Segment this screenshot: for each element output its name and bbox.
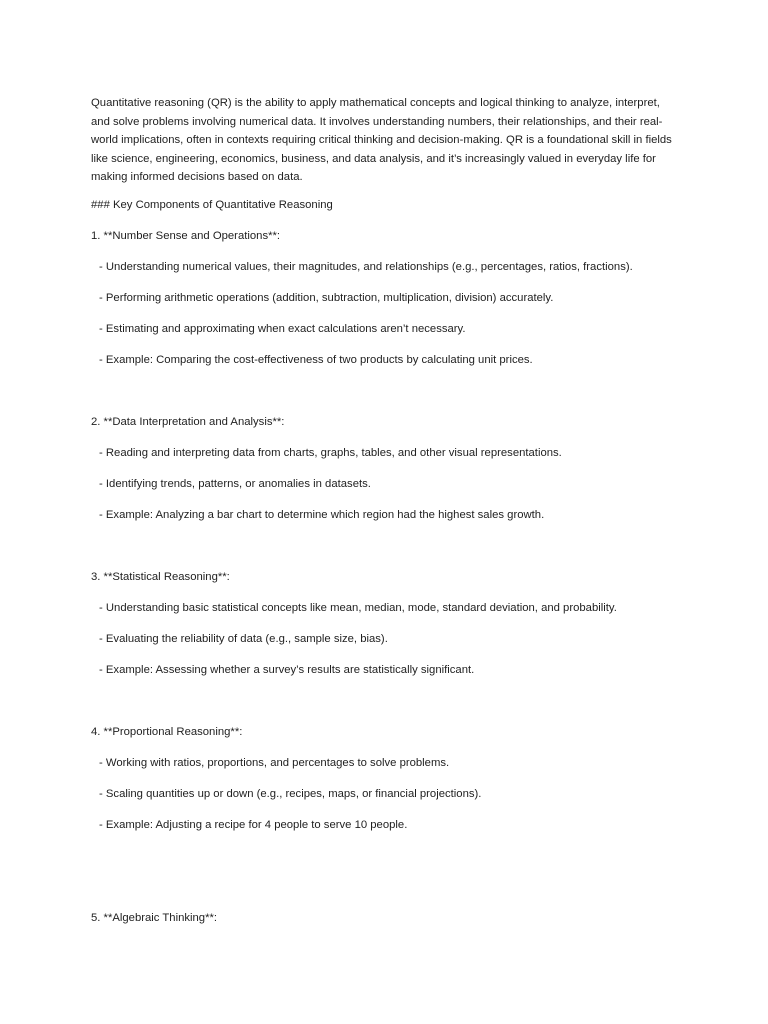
list-item: - Scaling quantities up or down (e.g., recipes, maps, or financial projections). (99, 788, 482, 800)
list-item: - Reading and interpreting data from charts, graphs, tables, and other visual representations. (99, 447, 562, 459)
list-item: - Example: Adjusting a recipe for 4 people to serve 10 people. (99, 819, 408, 831)
list-item: - Example: Assessing whether a survey’s results are statistically significant. (99, 664, 475, 676)
list-item: - Understanding basic statistical concepts like mean, median, mode, standard deviation, and probability. (99, 602, 617, 614)
list-item: - Example: Analyzing a bar chart to determine which region had the highest sales growth. (99, 509, 545, 521)
section-heading: ### Key Components of Quantitative Reasoning (91, 199, 333, 211)
section-title: 2. **Data Interpretation and Analysis**: (91, 416, 285, 428)
list-item: - Working with ratios, proportions, and percentages to solve problems. (99, 757, 450, 769)
list-item: - Evaluating the reliability of data (e.g., sample size, bias). (99, 633, 388, 645)
list-item: - Example: Comparing the cost-effectiveness of two products by calculating unit prices. (99, 354, 533, 366)
section-title: 1. **Number Sense and Operations**: (91, 230, 281, 242)
section-title: 4. **Proportional Reasoning**: (91, 726, 243, 738)
list-item: - Estimating and approximating when exact calculations aren’t necessary. (99, 323, 466, 335)
list-item: - Understanding numerical values, their magnitudes, and relationships (e.g., percentages, ratios, fractions). (99, 261, 633, 273)
list-item: - Performing arithmetic operations (addition, subtraction, multiplication, division) accurately. (99, 292, 554, 304)
section-title: 5. **Algebraic Thinking**: (91, 912, 218, 924)
intro-paragraph: Quantitative reasoning (QR) is the ability to apply mathematical concepts and logical thinking to analyze, interpret, and solve problems involving numerical data. It involves understanding numbers, their relationships, and their real-world implications, often in contexts requiring critical thinking and decision-making. QR is a foundational skill in fields like science, engineering, economics, business, and data analysis, and it’s increasingly valued in everyday life for making informed decisions based on data. (91, 97, 672, 183)
section-title: 3. **Statistical Reasoning**: (91, 571, 230, 583)
list-item: - Identifying trends, patterns, or anomalies in datasets. (99, 478, 371, 490)
